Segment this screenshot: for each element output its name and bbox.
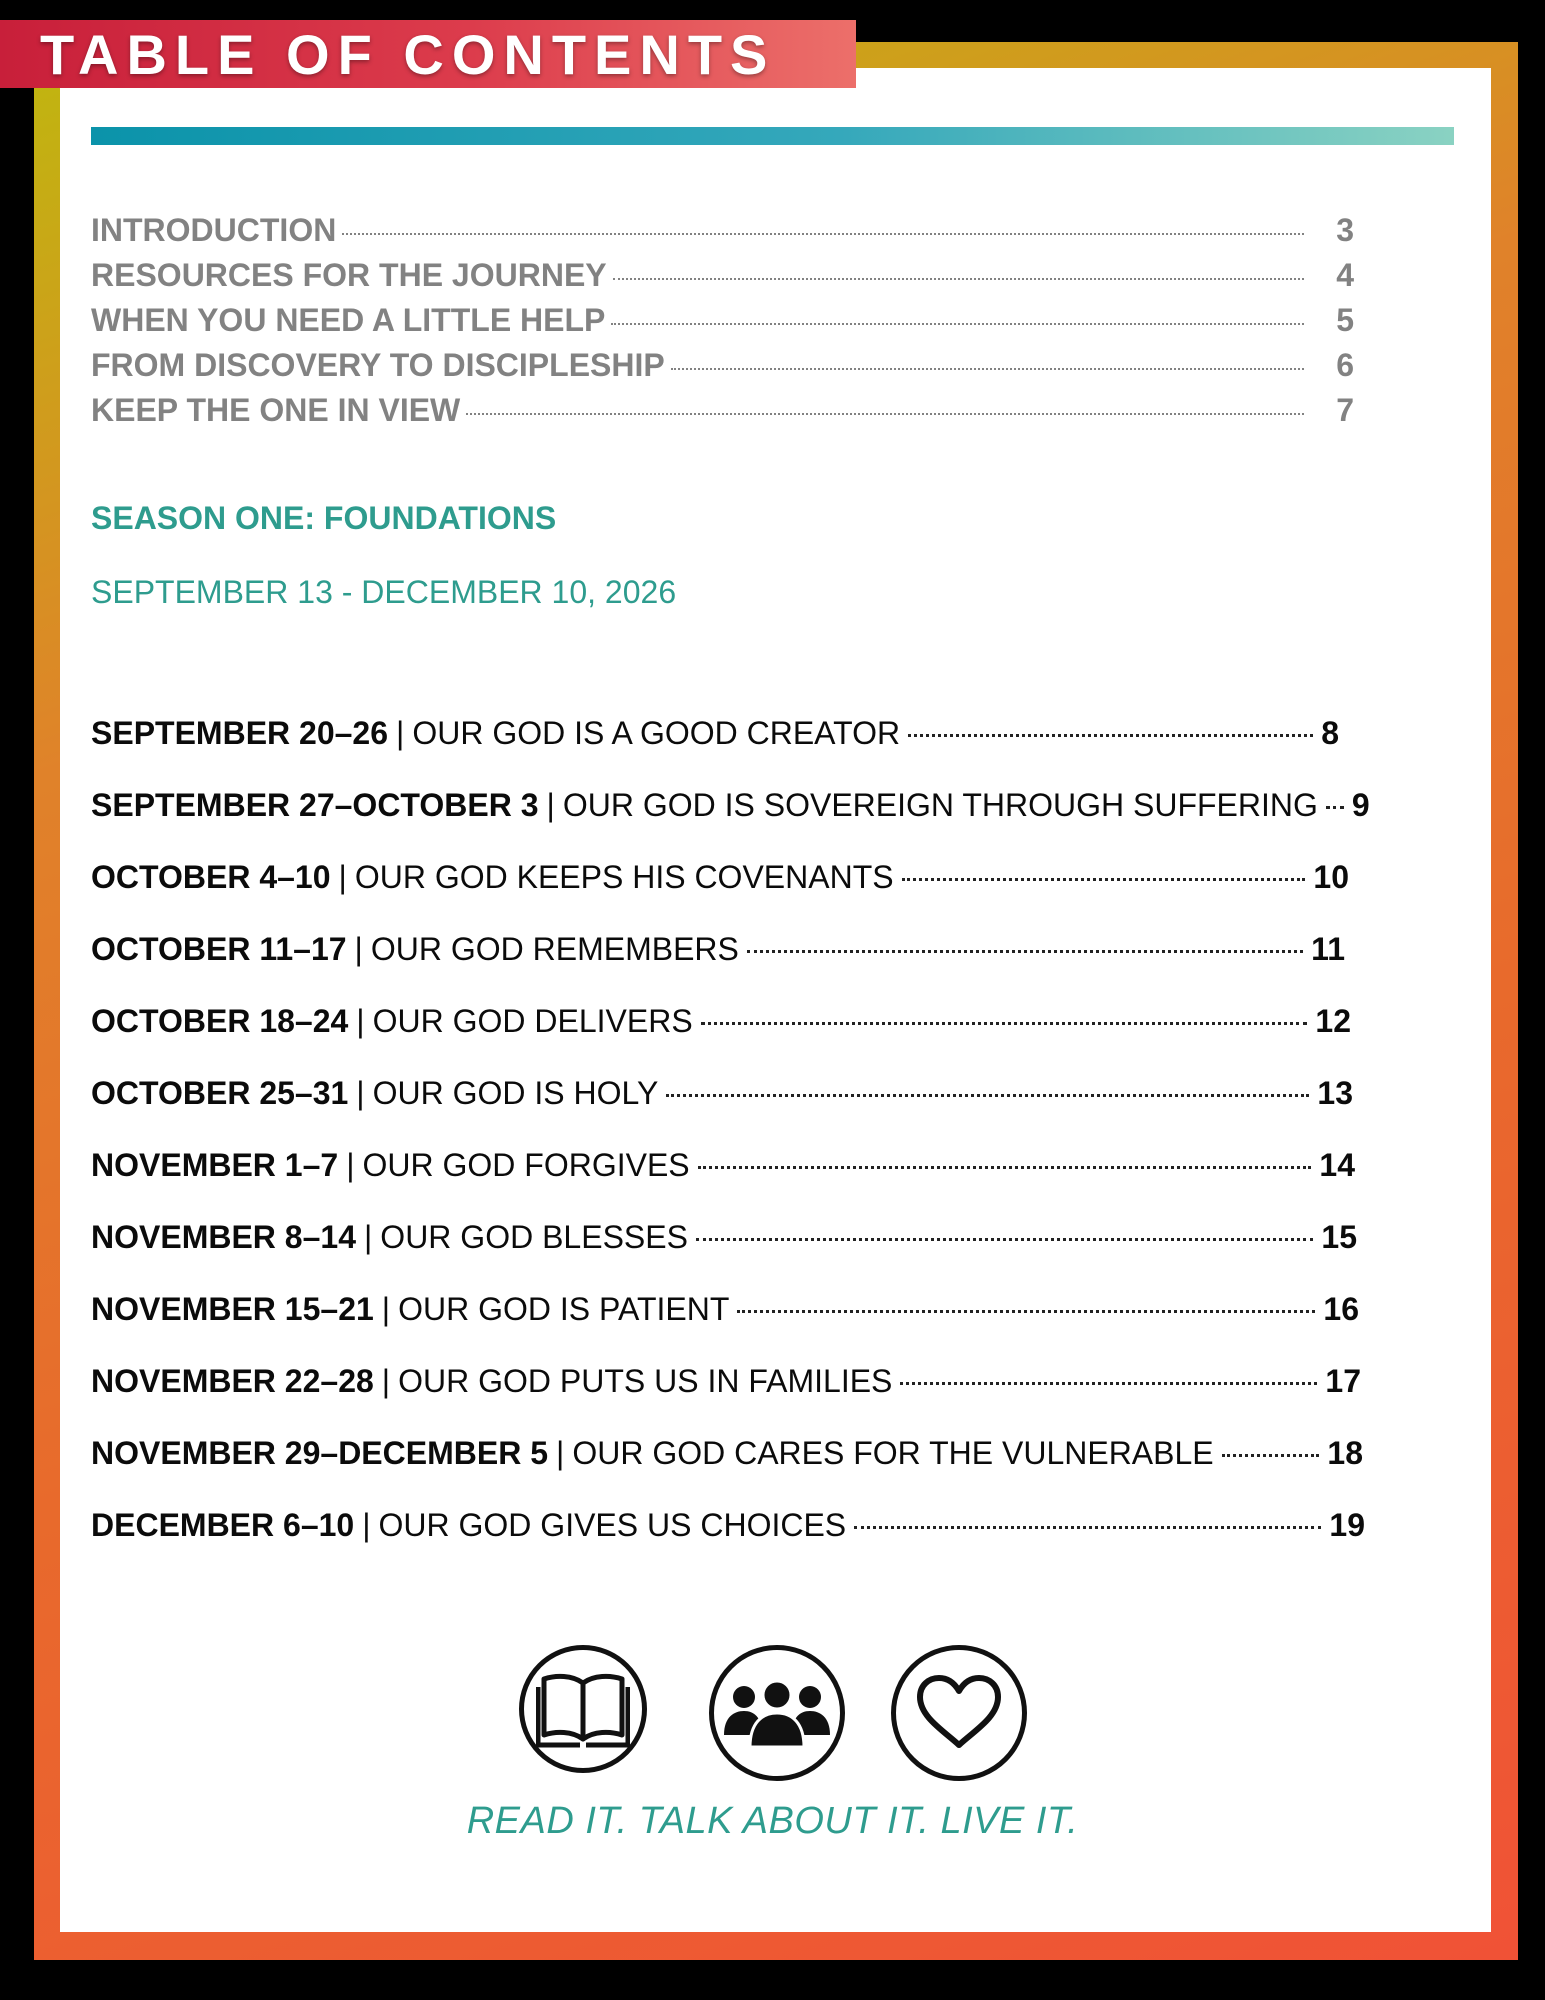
separator: | (338, 859, 347, 895)
week-title: OUR GOD GIVES US CHOICES (378, 1507, 847, 1543)
separator: | (381, 1363, 391, 1399)
group-icon (709, 1645, 845, 1781)
toc-entry-title: INTRODUCTION (91, 212, 337, 248)
toc-entry-page: 6 (1336, 347, 1354, 383)
dot-leader (747, 950, 1303, 953)
toc-entry-introduction[interactable] (91, 212, 1354, 256)
dot-leader (613, 278, 1304, 280)
separator: | (556, 1435, 565, 1471)
toc-entry-page: 3 (1336, 212, 1354, 248)
week-page: 8 (1321, 715, 1339, 751)
week-dates: OCTOBER 25–31 (91, 1075, 349, 1111)
week-page: 9 (1351, 787, 1370, 823)
dot-leader (737, 1310, 1315, 1313)
open-book-icon (519, 1645, 647, 1773)
week-title: OUR GOD KEEPS HIS COVENANTS (354, 859, 894, 895)
week-entry[interactable] (91, 1435, 1363, 1483)
separator: | (546, 787, 555, 823)
toc-entry-help[interactable] (91, 302, 1354, 346)
toc-entry-keep-one[interactable] (91, 392, 1354, 436)
week-dates: SEPTEMBER 20–26 (91, 715, 389, 751)
week-page: 18 (1327, 1435, 1363, 1471)
dot-leader (671, 368, 1304, 370)
dot-leader (696, 1238, 1313, 1241)
toc-entry-resources[interactable] (91, 257, 1354, 301)
dot-leader (1326, 806, 1344, 809)
toc-entry-page: 5 (1336, 302, 1354, 338)
toc-entry-title: RESOURCES FOR THE JOURNEY (91, 257, 607, 293)
week-dates: NOVEMBER 29–DECEMBER 5 (91, 1435, 548, 1471)
toc-entry-discovery[interactable] (91, 347, 1354, 391)
header-rule (91, 127, 1454, 145)
week-dates: SEPTEMBER 27–OCTOBER 3 (91, 787, 539, 823)
separator: | (381, 1291, 391, 1327)
week-dates: NOVEMBER 22–28 (91, 1363, 374, 1399)
week-title: OUR GOD IS HOLY (372, 1075, 659, 1111)
dot-leader (342, 233, 1304, 235)
week-entry[interactable] (91, 715, 1339, 763)
week-page: 14 (1319, 1147, 1355, 1183)
tagline: READ IT. TALK ABOUT IT. LIVE IT. (466, 1800, 1079, 1842)
week-page: 19 (1329, 1507, 1365, 1543)
separator: | (346, 1147, 355, 1183)
week-dates: NOVEMBER 1–7 (91, 1147, 339, 1183)
toc-entry-title: WHEN YOU NEED A LITTLE HELP (91, 302, 606, 338)
season-dates: SEPTEMBER 13 - DECEMBER 10, 2026 (91, 574, 677, 610)
week-title: OUR GOD REMEMBERS (370, 931, 739, 967)
toc-entry-page: 4 (1336, 257, 1354, 293)
week-dates: NOVEMBER 8–14 (91, 1219, 356, 1255)
separator: | (354, 931, 363, 967)
week-title: OUR GOD CARES FOR THE VULNERABLE (572, 1435, 1214, 1471)
week-dates: NOVEMBER 15–21 (91, 1291, 374, 1327)
week-page: 11 (1311, 931, 1345, 967)
dot-leader (466, 413, 1304, 415)
page-title: TABLE OF CONTENTS (40, 23, 776, 86)
week-page: 17 (1325, 1363, 1361, 1399)
week-title: OUR GOD IS SOVEREIGN THROUGH SUFFERING (562, 787, 1318, 823)
heart-icon (891, 1645, 1027, 1781)
separator: | (363, 1219, 373, 1255)
separator: | (356, 1003, 365, 1039)
dot-leader (854, 1526, 1321, 1529)
week-entry[interactable] (91, 1003, 1351, 1051)
week-title: OUR GOD BLESSES (380, 1219, 688, 1255)
season-title: SEASON ONE: FOUNDATIONS (91, 500, 557, 536)
week-title: OUR GOD IS A GOOD CREATOR (412, 715, 901, 751)
week-entry[interactable] (91, 1291, 1359, 1339)
week-page: 13 (1317, 1075, 1353, 1111)
dot-leader (908, 734, 1313, 737)
week-page: 10 (1313, 859, 1349, 895)
week-entry[interactable] (91, 1075, 1353, 1123)
toc-entry-page: 7 (1336, 392, 1354, 428)
week-entry[interactable] (91, 1363, 1361, 1411)
week-page: 12 (1315, 1003, 1351, 1039)
week-title: OUR GOD IS PATIENT (398, 1291, 730, 1327)
week-title: OUR GOD FORGIVES (362, 1147, 690, 1183)
week-entry[interactable] (91, 1219, 1357, 1267)
separator: | (356, 1075, 365, 1111)
week-entry[interactable] (91, 1147, 1355, 1195)
dot-leader (701, 1022, 1308, 1025)
week-dates: OCTOBER 4–10 (91, 859, 331, 895)
week-title: OUR GOD DELIVERS (372, 1003, 693, 1039)
dot-leader (902, 878, 1306, 881)
separator: | (396, 715, 405, 751)
week-entry[interactable] (91, 787, 1370, 835)
week-dates: OCTOBER 18–24 (91, 1003, 349, 1039)
week-page: 15 (1321, 1219, 1357, 1255)
week-title: OUR GOD PUTS US IN FAMILIES (398, 1363, 893, 1399)
week-page: 16 (1323, 1291, 1359, 1327)
dot-leader (698, 1166, 1312, 1169)
week-entry[interactable] (91, 931, 1345, 979)
toc-entry-title: KEEP THE ONE IN VIEW (91, 392, 461, 428)
dot-leader (666, 1094, 1309, 1097)
toc-entry-title: FROM DISCOVERY TO DISCIPLESHIP (91, 347, 665, 383)
week-entry[interactable] (91, 1507, 1365, 1555)
week-dates: OCTOBER 11–17 (91, 931, 347, 967)
dot-leader (611, 323, 1304, 325)
separator: | (362, 1507, 371, 1543)
week-dates: DECEMBER 6–10 (91, 1507, 355, 1543)
dot-leader (1222, 1454, 1320, 1457)
dot-leader (900, 1382, 1317, 1385)
week-entry[interactable] (91, 859, 1349, 907)
